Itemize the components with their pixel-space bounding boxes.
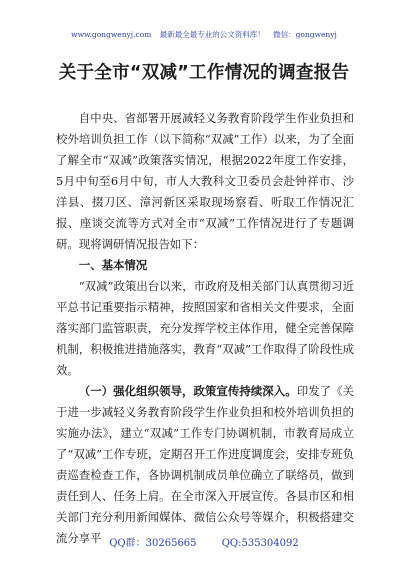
subsection-text: 印发了《关于进一步减轻义务教育阶段学生作业负担和校外培训负担的实施办法》，建立“双减”工作专门协调机制，市教育局成立了“双减”工作专班，定期召开工作进度调度会，安排专班负责巡查检查工作，各协调机制成员单位确立了联络员，做到责任到人、任务上肩。在全市深入开展宣传。各县市区和相关部门充分利用新闻媒体、微信公众号等媒介，积极搭建交流分享平 (56, 384, 354, 545)
wechat-contact: 微信：gongwenyj (273, 30, 337, 39)
qq-group-contact: QQ群：30265665 (109, 538, 197, 549)
document-title: 关于全市“双减”工作情况的调查报告 (58, 63, 350, 83)
subsection-lead: （一）强化组织领导，政策宣传持续深入。 (78, 384, 297, 398)
document-body (56, 108, 354, 549)
site-header (0, 30, 408, 40)
qq-contact: QQ:535304092 (221, 538, 299, 549)
subsection-paragraph (56, 381, 354, 549)
site-slogan: 最新最全最专业的公文资料库！ (159, 30, 265, 39)
section-paragraph: “双减”政策出台以来，市政府及相关部门认真贯彻习近平总书记重要指示精神，按照国家和省相关文件要求，全面落实部门监管职责，充分发挥学校主体作用，健全完善保障机制，积极推进措施落实，教育“双减”工作取得了阶段性成效。 (56, 279, 354, 377)
page-footer (0, 538, 408, 550)
section-heading-basic-situation: 一、基本情况 (78, 258, 148, 272)
intro-paragraph: 自中央、省部署开展减轻义务教育阶段学生作业负担和校外培训负担工作（以下简称“双减”工作）以来，为了全面了解全市“双减”政策落实情况，根据2022年度工作安排，5月中旬至6月中旬，市人大教科文卫委员会赴钟祥市、沙洋县、掇刀区、漳河新区采取现场察看、听取工作情况汇报、座谈交流等方式对全市“双减”工作情况进行了专题调研。现将调研情况报告如下： (56, 111, 354, 251)
site-url-link[interactable]: www.gongwenyj.com (71, 30, 152, 39)
